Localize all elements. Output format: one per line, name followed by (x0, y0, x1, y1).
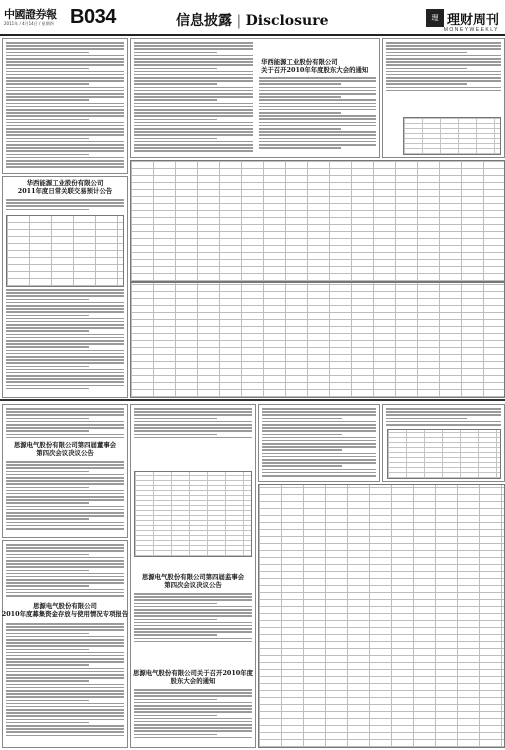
notice-title: 华西能源工业股份有限公司 (261, 58, 338, 66)
page-divider (0, 399, 505, 401)
body-text (6, 199, 124, 212)
transaction-table (6, 215, 124, 287)
meeting-title: 思源电气股份有限公司关于召开2010年度 (132, 669, 254, 677)
body-text (134, 408, 252, 440)
notice-column-1 (2, 38, 128, 174)
financial-table-3 (258, 484, 505, 748)
supervisor-title: 思源电气股份有限公司第四届监事会 (141, 573, 245, 581)
section-title-en: Disclosure (245, 13, 329, 29)
financial-table-1 (130, 160, 505, 282)
title-separator: | (232, 13, 246, 29)
notice-column-6 (258, 404, 380, 482)
brand (426, 7, 499, 29)
section-title (176, 10, 329, 30)
body-text (6, 42, 124, 170)
financial-table-2 (130, 282, 505, 398)
proxy-form-column (382, 38, 505, 158)
proxy-vote-table (403, 117, 501, 155)
page-code: B034 (70, 6, 116, 28)
section-title-cn: 信息披露 (176, 13, 232, 29)
page-header (0, 0, 505, 36)
body-text (6, 408, 124, 440)
notice-column-2 (130, 38, 380, 158)
body-text (386, 408, 501, 427)
report-title: 华西能源工业股份有限公司 (26, 179, 104, 187)
notice-subtitle: 关于召开2010年年度股东大会的通知 (261, 66, 369, 74)
masthead: 中國證券報 (4, 8, 57, 21)
body-text (262, 408, 376, 478)
board-resolution-notice (2, 404, 128, 538)
fund-report-subtitle: 2010年度募集资金存放与使用情况专项报告 (1, 610, 129, 618)
proxy-form-column-2 (382, 404, 505, 482)
meeting-subtitle: 股东大会的通知 (170, 677, 216, 685)
body-text (6, 544, 124, 598)
issue-date: 2011年 / 4月14日 / 星期四 (4, 21, 54, 26)
brand-name: 理财周刊 (446, 12, 499, 28)
brand-logo: 理 (426, 9, 444, 27)
proxy-vote-table-2 (387, 429, 501, 479)
body-text (134, 42, 253, 154)
body-text (134, 593, 252, 644)
brand-subtitle: MONEYWEEKLY (443, 27, 499, 33)
fund-usage-report (2, 540, 128, 748)
report-subtitle: 2011年度日常关联交易预计公告 (17, 187, 113, 195)
supervisor-column (130, 404, 256, 748)
body-text (134, 689, 252, 740)
fund-usage-table (134, 471, 252, 557)
body-text (386, 42, 501, 93)
body-text (259, 77, 376, 150)
body-text (6, 289, 124, 391)
board-title: 思源电气股份有限公司第四届董事会 (13, 441, 117, 449)
board-subtitle: 第四次会议决议公告 (36, 449, 94, 457)
fund-report-title: 思源电气股份有限公司 (33, 602, 97, 610)
supervisor-subtitle: 第四次会议决议公告 (164, 581, 222, 589)
related-transaction-report (2, 176, 128, 398)
body-text (6, 623, 124, 738)
body-text (6, 461, 124, 531)
